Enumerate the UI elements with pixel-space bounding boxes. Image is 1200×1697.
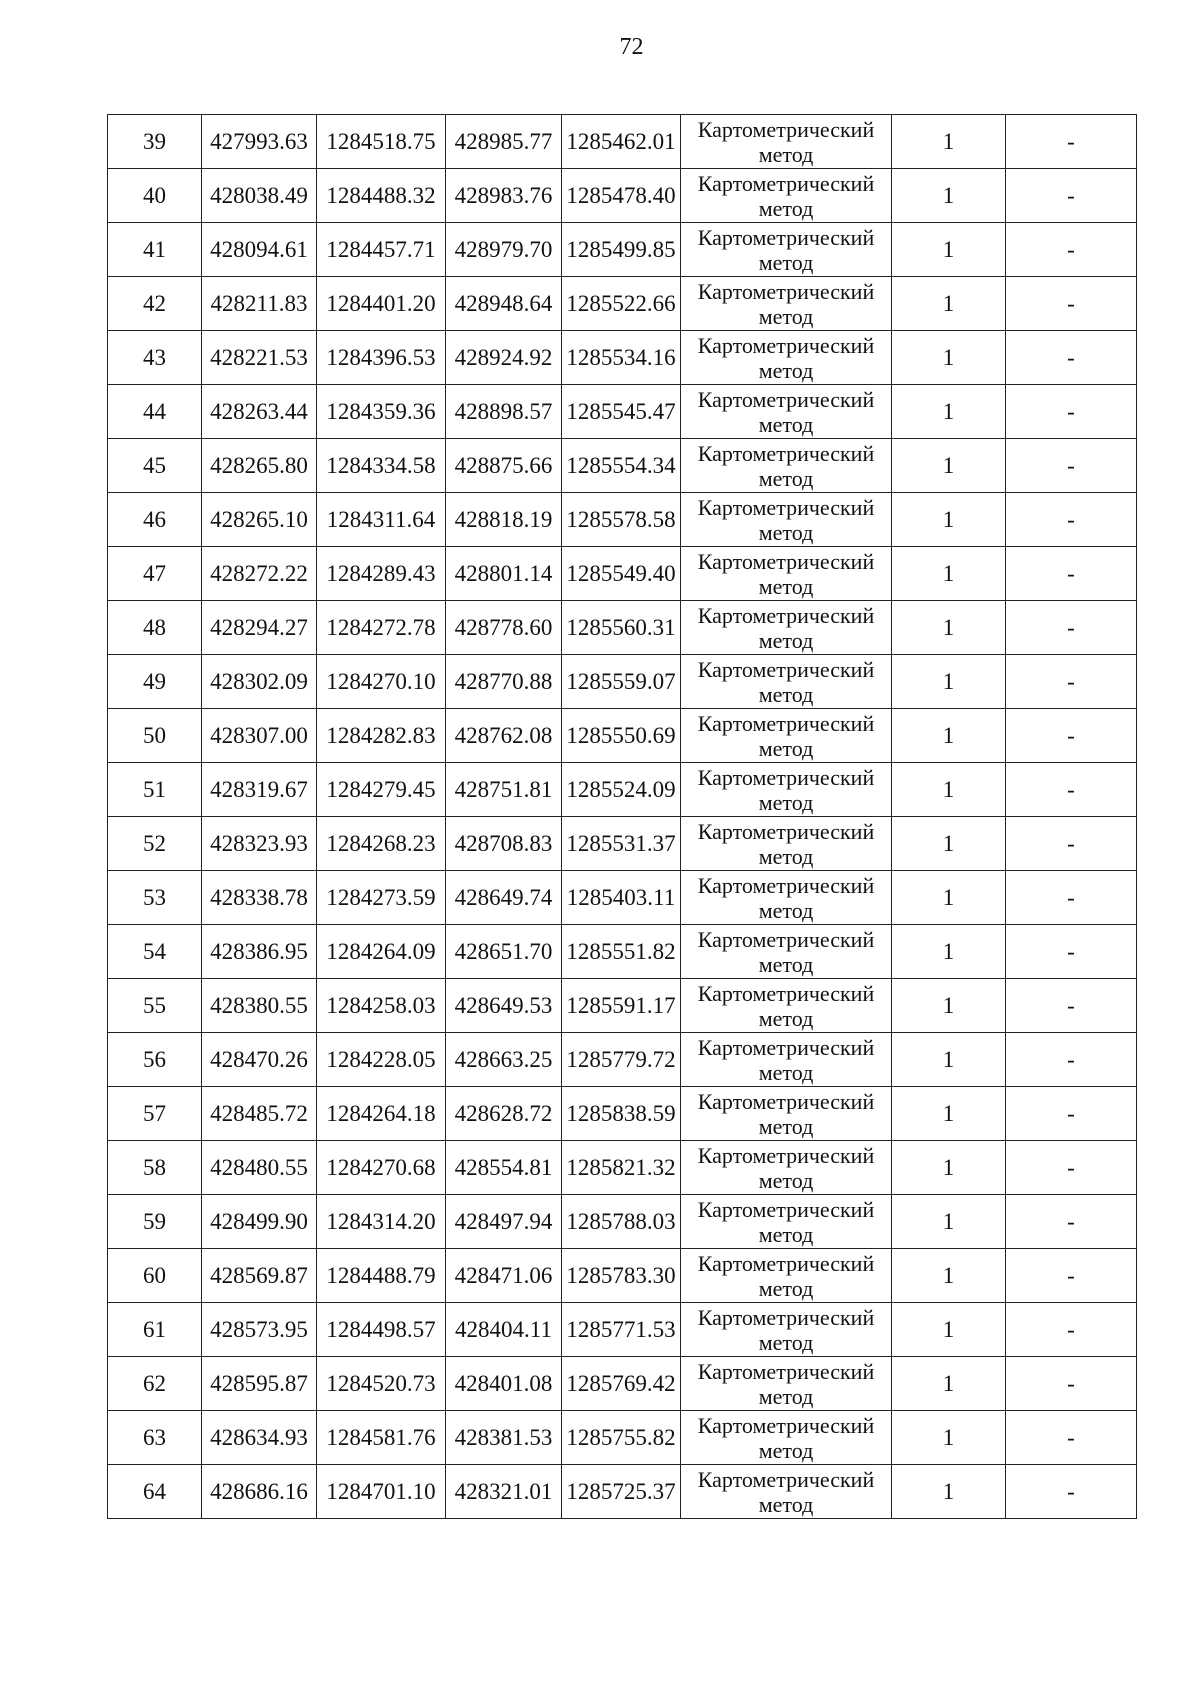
x1-cell: 428470.26 — [202, 1033, 317, 1087]
method-label-line2: метод — [758, 357, 814, 383]
note-cell: - — [1006, 763, 1137, 817]
method-cell — [681, 493, 892, 547]
y2-cell: 1285779.72 — [562, 1033, 681, 1087]
y1-cell: 1284488.79 — [317, 1249, 446, 1303]
y2-cell: 1285534.16 — [562, 331, 681, 385]
y1-cell: 1284334.58 — [317, 439, 446, 493]
table-row — [108, 1033, 1137, 1087]
x1-cell: 428380.55 — [202, 979, 317, 1033]
table-row — [108, 1249, 1137, 1303]
x1-cell: 428338.78 — [202, 871, 317, 925]
note-cell: - — [1006, 1303, 1137, 1357]
point-number-cell: 56 — [108, 1033, 202, 1087]
note-cell: - — [1006, 439, 1137, 493]
method-cell — [681, 925, 892, 979]
note-cell: - — [1006, 871, 1137, 925]
method-cell — [681, 331, 892, 385]
point-number-cell: 55 — [108, 979, 202, 1033]
y1-cell: 1284396.53 — [317, 331, 446, 385]
x2-cell: 428924.92 — [446, 331, 562, 385]
table-row — [108, 439, 1137, 493]
y2-cell: 1285550.69 — [562, 709, 681, 763]
accuracy-cell: 1 — [892, 223, 1006, 277]
method-label-line2: метод — [758, 735, 814, 761]
note-cell: - — [1006, 1249, 1137, 1303]
point-number-cell: 44 — [108, 385, 202, 439]
method-label-line2: метод — [758, 249, 814, 275]
table-row — [108, 979, 1137, 1033]
method-cell — [681, 547, 892, 601]
table-row — [108, 1411, 1137, 1465]
method-label-line2: метод — [758, 141, 814, 167]
note-cell: - — [1006, 331, 1137, 385]
y2-cell: 1285403.11 — [562, 871, 681, 925]
method-label-line1: Картометрический — [697, 1088, 875, 1114]
method-cell — [681, 385, 892, 439]
point-number-cell: 40 — [108, 169, 202, 223]
y2-cell: 1285545.47 — [562, 385, 681, 439]
method-label-line1: Картометрический — [697, 818, 875, 844]
method-cell — [681, 1465, 892, 1519]
accuracy-cell: 1 — [892, 709, 1006, 763]
y1-cell: 1284264.18 — [317, 1087, 446, 1141]
x2-cell: 428649.74 — [446, 871, 562, 925]
point-number-cell: 59 — [108, 1195, 202, 1249]
y1-cell: 1284311.64 — [317, 493, 446, 547]
method-label-line2: метод — [758, 789, 814, 815]
x2-cell: 428801.14 — [446, 547, 562, 601]
note-cell: - — [1006, 1357, 1137, 1411]
y1-cell: 1284272.78 — [317, 601, 446, 655]
y2-cell: 1285551.82 — [562, 925, 681, 979]
x2-cell: 428948.64 — [446, 277, 562, 331]
table-row — [108, 169, 1137, 223]
method-cell — [681, 1087, 892, 1141]
y1-cell: 1284581.76 — [317, 1411, 446, 1465]
method-label-line1: Картометрический — [697, 440, 875, 466]
note-cell: - — [1006, 277, 1137, 331]
table-row — [108, 1195, 1137, 1249]
method-label-line2: метод — [758, 1329, 814, 1355]
x1-cell: 428272.22 — [202, 547, 317, 601]
method-label-line1: Картометрический — [697, 386, 875, 412]
method-label-line2: метод — [758, 519, 814, 545]
x2-cell: 428778.60 — [446, 601, 562, 655]
method-label-line2: метод — [758, 303, 814, 329]
table-row — [108, 331, 1137, 385]
x2-cell: 428983.76 — [446, 169, 562, 223]
table-row — [108, 115, 1137, 169]
x1-cell: 428221.53 — [202, 331, 317, 385]
x2-cell: 428404.11 — [446, 1303, 562, 1357]
method-cell — [681, 763, 892, 817]
x1-cell: 428323.93 — [202, 817, 317, 871]
point-number-cell: 54 — [108, 925, 202, 979]
method-label-line1: Картометрический — [697, 656, 875, 682]
y2-cell: 1285771.53 — [562, 1303, 681, 1357]
method-label-line1: Картометрический — [697, 548, 875, 574]
point-number-cell: 62 — [108, 1357, 202, 1411]
y2-cell: 1285725.37 — [562, 1465, 681, 1519]
method-label-line2: метод — [758, 1437, 814, 1463]
y2-cell: 1285788.03 — [562, 1195, 681, 1249]
note-cell: - — [1006, 817, 1137, 871]
y1-cell: 1284228.05 — [317, 1033, 446, 1087]
method-label-line2: метод — [758, 1059, 814, 1085]
y2-cell: 1285549.40 — [562, 547, 681, 601]
note-cell: - — [1006, 1087, 1137, 1141]
y1-cell: 1284457.71 — [317, 223, 446, 277]
y1-cell: 1284401.20 — [317, 277, 446, 331]
table-row — [108, 547, 1137, 601]
point-number-cell: 60 — [108, 1249, 202, 1303]
method-label-line2: метод — [758, 411, 814, 437]
y2-cell: 1285462.01 — [562, 115, 681, 169]
method-label-line2: метод — [758, 843, 814, 869]
y1-cell: 1284488.32 — [317, 169, 446, 223]
table-row — [108, 493, 1137, 547]
point-number-cell: 49 — [108, 655, 202, 709]
x2-cell: 428649.53 — [446, 979, 562, 1033]
method-cell — [681, 655, 892, 709]
note-cell: - — [1006, 1033, 1137, 1087]
point-number-cell: 52 — [108, 817, 202, 871]
note-cell: - — [1006, 115, 1137, 169]
method-label-line2: метод — [758, 1005, 814, 1031]
method-label-line2: метод — [758, 573, 814, 599]
x1-cell: 428265.10 — [202, 493, 317, 547]
note-cell: - — [1006, 1411, 1137, 1465]
method-label-line2: метод — [758, 1383, 814, 1409]
x2-cell: 428770.88 — [446, 655, 562, 709]
x2-cell: 428663.25 — [446, 1033, 562, 1087]
method-cell — [681, 1303, 892, 1357]
accuracy-cell: 1 — [892, 1141, 1006, 1195]
table-row — [108, 925, 1137, 979]
y1-cell: 1284518.75 — [317, 115, 446, 169]
method-label-line2: метод — [758, 1275, 814, 1301]
table-row — [108, 223, 1137, 277]
method-label-line1: Картометрический — [697, 926, 875, 952]
x1-cell: 428319.67 — [202, 763, 317, 817]
method-label-line2: метод — [758, 951, 814, 977]
x2-cell: 428628.72 — [446, 1087, 562, 1141]
y2-cell: 1285499.85 — [562, 223, 681, 277]
y1-cell: 1284279.45 — [317, 763, 446, 817]
accuracy-cell: 1 — [892, 1033, 1006, 1087]
note-cell: - — [1006, 385, 1137, 439]
y2-cell: 1285578.58 — [562, 493, 681, 547]
method-cell — [681, 817, 892, 871]
x1-cell: 428263.44 — [202, 385, 317, 439]
method-cell — [681, 223, 892, 277]
method-cell — [681, 871, 892, 925]
y1-cell: 1284264.09 — [317, 925, 446, 979]
accuracy-cell: 1 — [892, 1195, 1006, 1249]
x2-cell: 428818.19 — [446, 493, 562, 547]
point-number-cell: 48 — [108, 601, 202, 655]
note-cell: - — [1006, 925, 1137, 979]
table-row — [108, 1087, 1137, 1141]
y2-cell: 1285522.66 — [562, 277, 681, 331]
accuracy-cell: 1 — [892, 601, 1006, 655]
method-cell — [681, 1195, 892, 1249]
point-number-cell: 50 — [108, 709, 202, 763]
method-label-line1: Картометрический — [697, 710, 875, 736]
method-cell — [681, 115, 892, 169]
y1-cell: 1284289.43 — [317, 547, 446, 601]
method-cell — [681, 979, 892, 1033]
x2-cell: 428321.01 — [446, 1465, 562, 1519]
method-label-line1: Картометрический — [697, 872, 875, 898]
note-cell: - — [1006, 1465, 1137, 1519]
y1-cell: 1284520.73 — [317, 1357, 446, 1411]
table-row — [108, 385, 1137, 439]
y2-cell: 1285591.17 — [562, 979, 681, 1033]
y2-cell: 1285783.30 — [562, 1249, 681, 1303]
table-row — [108, 601, 1137, 655]
accuracy-cell: 1 — [892, 1249, 1006, 1303]
method-label-line2: метод — [758, 681, 814, 707]
y2-cell: 1285560.31 — [562, 601, 681, 655]
x2-cell: 428471.06 — [446, 1249, 562, 1303]
x1-cell: 428595.87 — [202, 1357, 317, 1411]
x1-cell: 428686.16 — [202, 1465, 317, 1519]
method-label-line1: Картометрический — [697, 1304, 875, 1330]
accuracy-cell: 1 — [892, 979, 1006, 1033]
note-cell: - — [1006, 1195, 1137, 1249]
accuracy-cell: 1 — [892, 925, 1006, 979]
method-cell — [681, 169, 892, 223]
y2-cell: 1285755.82 — [562, 1411, 681, 1465]
method-label-line2: метод — [758, 1113, 814, 1139]
method-label-line2: метод — [758, 897, 814, 923]
y1-cell: 1284268.23 — [317, 817, 446, 871]
method-label-line2: метод — [758, 465, 814, 491]
x2-cell: 428497.94 — [446, 1195, 562, 1249]
method-cell — [681, 1411, 892, 1465]
x2-cell: 428762.08 — [446, 709, 562, 763]
point-number-cell: 47 — [108, 547, 202, 601]
accuracy-cell: 1 — [892, 169, 1006, 223]
x1-cell: 428485.72 — [202, 1087, 317, 1141]
table-row — [108, 1465, 1137, 1519]
x1-cell: 428386.95 — [202, 925, 317, 979]
x2-cell: 428751.81 — [446, 763, 562, 817]
x2-cell: 428985.77 — [446, 115, 562, 169]
accuracy-cell: 1 — [892, 817, 1006, 871]
y2-cell: 1285838.59 — [562, 1087, 681, 1141]
method-label-line2: метод — [758, 1491, 814, 1517]
x2-cell: 428708.83 — [446, 817, 562, 871]
method-label-line1: Картометрический — [697, 116, 875, 142]
method-label-line2: метод — [758, 1221, 814, 1247]
y1-cell: 1284498.57 — [317, 1303, 446, 1357]
point-number-cell: 53 — [108, 871, 202, 925]
x1-cell: 428294.27 — [202, 601, 317, 655]
point-number-cell: 46 — [108, 493, 202, 547]
page-number: 72 — [619, 34, 644, 60]
method-label-line1: Картометрический — [697, 494, 875, 520]
coordinates-table — [107, 114, 1137, 1519]
accuracy-cell: 1 — [892, 277, 1006, 331]
y1-cell: 1284282.83 — [317, 709, 446, 763]
method-label-line1: Картометрический — [697, 1034, 875, 1060]
method-label-line1: Картометрический — [697, 980, 875, 1006]
y1-cell: 1284701.10 — [317, 1465, 446, 1519]
accuracy-cell: 1 — [892, 385, 1006, 439]
table-row — [108, 763, 1137, 817]
y2-cell: 1285478.40 — [562, 169, 681, 223]
point-number-cell: 45 — [108, 439, 202, 493]
point-number-cell: 42 — [108, 277, 202, 331]
y2-cell: 1285769.42 — [562, 1357, 681, 1411]
accuracy-cell: 1 — [892, 1357, 1006, 1411]
method-label-line1: Картометрический — [697, 170, 875, 196]
method-label-line1: Картометрический — [697, 278, 875, 304]
method-label-line1: Картометрический — [697, 1250, 875, 1276]
table-row — [108, 1141, 1137, 1195]
method-label-line1: Картометрический — [697, 1358, 875, 1384]
y1-cell: 1284270.68 — [317, 1141, 446, 1195]
method-label-line2: метод — [758, 627, 814, 653]
x2-cell: 428651.70 — [446, 925, 562, 979]
point-number-cell: 41 — [108, 223, 202, 277]
x1-cell: 428094.61 — [202, 223, 317, 277]
accuracy-cell: 1 — [892, 1465, 1006, 1519]
point-number-cell: 39 — [108, 115, 202, 169]
table-row — [108, 277, 1137, 331]
y1-cell: 1284314.20 — [317, 1195, 446, 1249]
table-row — [108, 871, 1137, 925]
accuracy-cell: 1 — [892, 493, 1006, 547]
note-cell: - — [1006, 493, 1137, 547]
x1-cell: 428480.55 — [202, 1141, 317, 1195]
x1-cell: 428211.83 — [202, 277, 317, 331]
method-cell — [681, 1249, 892, 1303]
method-label-line1: Картометрический — [697, 1142, 875, 1168]
accuracy-cell: 1 — [892, 1087, 1006, 1141]
table-row — [108, 709, 1137, 763]
x1-cell: 428569.87 — [202, 1249, 317, 1303]
point-number-cell: 51 — [108, 763, 202, 817]
y1-cell: 1284273.59 — [317, 871, 446, 925]
method-cell — [681, 709, 892, 763]
method-label-line1: Картометрический — [697, 224, 875, 250]
method-label-line1: Картометрический — [697, 602, 875, 628]
method-label-line1: Картометрический — [697, 1412, 875, 1438]
accuracy-cell: 1 — [892, 115, 1006, 169]
table-row — [108, 817, 1137, 871]
table-row — [108, 1303, 1137, 1357]
y2-cell: 1285559.07 — [562, 655, 681, 709]
x1-cell: 428573.95 — [202, 1303, 317, 1357]
x2-cell: 428381.53 — [446, 1411, 562, 1465]
x2-cell: 428554.81 — [446, 1141, 562, 1195]
method-cell — [681, 601, 892, 655]
x1-cell: 428265.80 — [202, 439, 317, 493]
point-number-cell: 57 — [108, 1087, 202, 1141]
y1-cell: 1284359.36 — [317, 385, 446, 439]
method-cell — [681, 277, 892, 331]
method-label-line1: Картометрический — [697, 764, 875, 790]
y2-cell: 1285554.34 — [562, 439, 681, 493]
method-cell — [681, 1141, 892, 1195]
x1-cell: 427993.63 — [202, 115, 317, 169]
x1-cell: 428307.00 — [202, 709, 317, 763]
x2-cell: 428898.57 — [446, 385, 562, 439]
table-body — [108, 115, 1137, 1519]
point-number-cell: 61 — [108, 1303, 202, 1357]
method-cell — [681, 1357, 892, 1411]
note-cell: - — [1006, 547, 1137, 601]
note-cell: - — [1006, 223, 1137, 277]
point-number-cell: 58 — [108, 1141, 202, 1195]
y2-cell: 1285821.32 — [562, 1141, 681, 1195]
accuracy-cell: 1 — [892, 439, 1006, 493]
table-row — [108, 655, 1137, 709]
note-cell: - — [1006, 979, 1137, 1033]
accuracy-cell: 1 — [892, 331, 1006, 385]
y1-cell: 1284258.03 — [317, 979, 446, 1033]
accuracy-cell: 1 — [892, 1303, 1006, 1357]
accuracy-cell: 1 — [892, 763, 1006, 817]
x1-cell: 428302.09 — [202, 655, 317, 709]
accuracy-cell: 1 — [892, 547, 1006, 601]
x1-cell: 428038.49 — [202, 169, 317, 223]
accuracy-cell: 1 — [892, 1411, 1006, 1465]
x1-cell: 428499.90 — [202, 1195, 317, 1249]
y1-cell: 1284270.10 — [317, 655, 446, 709]
method-label-line1: Картометрический — [697, 1466, 875, 1492]
accuracy-cell: 1 — [892, 871, 1006, 925]
x2-cell: 428401.08 — [446, 1357, 562, 1411]
method-label-line2: метод — [758, 1167, 814, 1193]
method-label-line1: Картометрический — [697, 1196, 875, 1222]
point-number-cell: 63 — [108, 1411, 202, 1465]
note-cell: - — [1006, 169, 1137, 223]
point-number-cell: 64 — [108, 1465, 202, 1519]
x2-cell: 428875.66 — [446, 439, 562, 493]
method-cell — [681, 439, 892, 493]
y2-cell: 1285531.37 — [562, 817, 681, 871]
method-label-line2: метод — [758, 195, 814, 221]
point-number-cell: 43 — [108, 331, 202, 385]
table-row — [108, 1357, 1137, 1411]
note-cell: - — [1006, 709, 1137, 763]
note-cell: - — [1006, 601, 1137, 655]
note-cell: - — [1006, 655, 1137, 709]
accuracy-cell: 1 — [892, 655, 1006, 709]
method-cell — [681, 1033, 892, 1087]
x1-cell: 428634.93 — [202, 1411, 317, 1465]
x2-cell: 428979.70 — [446, 223, 562, 277]
y2-cell: 1285524.09 — [562, 763, 681, 817]
method-label-line1: Картометрический — [697, 332, 875, 358]
note-cell: - — [1006, 1141, 1137, 1195]
